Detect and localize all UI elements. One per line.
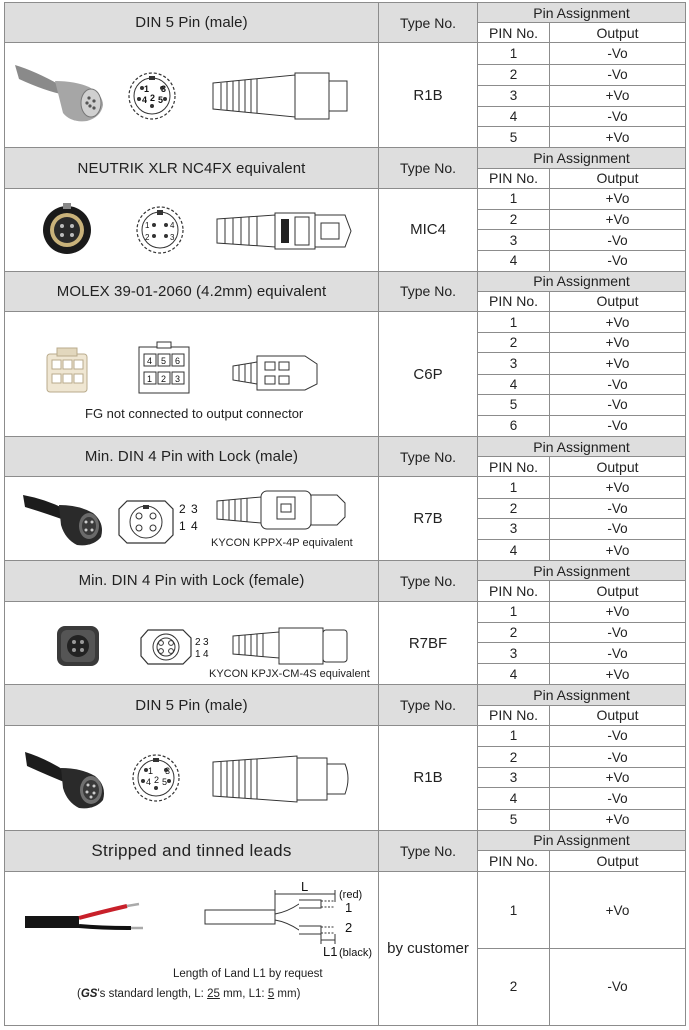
pin-output: -Vo: [550, 43, 686, 64]
note-text-b: mm, L1:: [219, 988, 268, 1001]
xlr-connector-photo: [43, 203, 91, 254]
molex-face-label-4: 4: [147, 355, 153, 366]
pin-output: -Vo: [550, 394, 686, 415]
pin-no-header: PIN No.: [478, 457, 550, 477]
pin-number: 1: [478, 872, 550, 949]
molex-face-label-2: 2: [161, 373, 167, 384]
pin-output: -Vo: [550, 498, 686, 518]
molex-face-label-6: 6: [175, 355, 181, 366]
pin-output: -Vo: [550, 643, 686, 664]
type-no-r7b: R7B: [379, 477, 478, 561]
pin-number: 3: [478, 353, 550, 374]
mini-din4-pin-face: [119, 501, 198, 543]
mini-din4-jack-drawing: [233, 628, 347, 664]
mini-din4-plug-drawing: [217, 491, 345, 529]
xlr-face-label-1: 1: [145, 220, 150, 230]
socket-face-label-4: 4: [203, 648, 209, 660]
two-wire-cable-photo: [25, 904, 143, 928]
din5-face-label-2: 2: [154, 774, 160, 785]
molex-face-label-3: 3: [175, 373, 181, 384]
xlr-face-label-4: 4: [170, 220, 175, 230]
connector-image-cell: [5, 188, 379, 271]
pin-output: -Vo: [550, 374, 686, 394]
type-no-r1b: R1B: [379, 725, 478, 830]
pin-number: 4: [478, 374, 550, 394]
pin-number: 5: [478, 127, 550, 148]
pin-assignment-header: Pin Assignment: [478, 685, 686, 705]
output-header: Output: [550, 291, 686, 311]
pin-number: 4: [478, 106, 550, 126]
pin-assignment-header: Pin Assignment: [478, 271, 686, 291]
pin-output: -Vo: [550, 230, 686, 251]
mini-din4-face-label-3: 3: [191, 502, 198, 517]
pin-number: 5: [478, 809, 550, 830]
pin-output: +Vo: [550, 540, 686, 561]
strip-length-label: L1: [323, 944, 338, 960]
molex-face-label-5: 5: [161, 355, 167, 366]
pin-assignment-header: Pin Assignment: [478, 437, 686, 457]
lead-2-label: 2: [345, 920, 353, 936]
pin-no-header: PIN No.: [478, 168, 550, 188]
din5-face-label-5: 5: [162, 776, 168, 787]
molex-fg-note: FG not connected to output connector: [85, 405, 304, 421]
din5-face-label-2: 2: [150, 93, 156, 104]
xlr-face-label-3: 3: [170, 232, 175, 242]
section-title-molex: MOLEX 39-01-2060 (4.2mm) equivalent: [5, 271, 379, 311]
din5-face-label-3: 3: [161, 84, 167, 95]
molex-face-label-1: 1: [147, 373, 153, 384]
standard-length-l1: 5: [267, 988, 275, 1001]
pin-output: -Vo: [550, 725, 686, 746]
output-header: Output: [550, 457, 686, 477]
pin-assignment-header: Pin Assignment: [478, 561, 686, 581]
connector-image-cell: [5, 311, 379, 436]
pin-number: 1: [478, 477, 550, 498]
red-wire-label: (red): [339, 889, 363, 902]
socket-face-label-3: 3: [203, 636, 209, 648]
pin-output: +Vo: [550, 333, 686, 353]
pin-output: +Vo: [550, 188, 686, 209]
pin-output: -Vo: [550, 106, 686, 126]
section-title-mini-din4-female: Min. DIN 4 Pin with Lock (female): [5, 561, 379, 601]
pin-number: 3: [478, 643, 550, 664]
connector-pin-assignment-table: [4, 2, 686, 1026]
connector-image-cell: [5, 725, 379, 830]
type-no-header: Type No.: [379, 830, 478, 871]
gs-logo-text: GS: [80, 988, 98, 1001]
section-title-xlr: NEUTRIK XLR NC4FX equivalent: [5, 148, 379, 188]
xlr-connector-drawing: [217, 213, 351, 249]
pin-assignment-header: Pin Assignment: [478, 830, 686, 850]
pin-output: +Vo: [550, 872, 686, 949]
connector-image-cell: [5, 601, 379, 685]
type-no-header: Type No.: [379, 148, 478, 188]
kycon-kppx-note: KYCON KPPX-4P equivalent: [211, 537, 353, 550]
standard-length-l: 25: [207, 988, 220, 1001]
pin-number: 2: [478, 747, 550, 768]
type-no-mic4: MIC4: [379, 188, 478, 271]
pin-number: 5: [478, 394, 550, 415]
gs-standard-length-note: [77, 988, 300, 1000]
pin-output: -Vo: [550, 948, 686, 1025]
lead-1-label: 1: [345, 900, 353, 916]
pin-number: 3: [478, 518, 550, 539]
pin-number: 4: [478, 664, 550, 685]
socket-face-label-2: 2: [195, 636, 201, 648]
output-header: Output: [550, 705, 686, 725]
din5-face-label-5: 5: [158, 95, 164, 106]
pin-output: -Vo: [550, 788, 686, 809]
type-no-header: Type No.: [379, 437, 478, 477]
pin-output: +Vo: [550, 127, 686, 148]
pin-output: +Vo: [550, 664, 686, 685]
pin-no-header: PIN No.: [478, 581, 550, 601]
pin-no-header: PIN No.: [478, 23, 550, 43]
mini-din4-face-label-4: 4: [191, 519, 198, 534]
din5-face-label-4: 4: [142, 95, 148, 106]
lead-length-note: Length of Land L1 by request: [173, 968, 323, 981]
mini-din4-jack-photo: [57, 626, 99, 666]
type-no-c6p: C6P: [379, 311, 478, 436]
mini-din4-socket-face: [141, 630, 209, 664]
pin-number: 1: [478, 725, 550, 746]
pin-number: 3: [478, 230, 550, 251]
pin-number: 3: [478, 85, 550, 106]
pin-output: +Vo: [550, 601, 686, 622]
connector-image-cell: [5, 477, 379, 561]
type-no-header: Type No.: [379, 271, 478, 311]
pin-output: -Vo: [550, 251, 686, 271]
pin-output: +Vo: [550, 311, 686, 332]
pin-number: 1: [478, 601, 550, 622]
pin-output: -Vo: [550, 747, 686, 768]
pin-output: -Vo: [550, 64, 686, 85]
note-text-a: 's standard length, L:: [97, 988, 208, 1001]
output-header: Output: [550, 581, 686, 601]
pin-number: 2: [478, 498, 550, 518]
pin-output: +Vo: [550, 85, 686, 106]
din5-pin-face: [129, 73, 175, 119]
pin-number: 3: [478, 768, 550, 788]
pin-assignment-header: Pin Assignment: [478, 3, 686, 23]
pin-no-header: PIN No.: [478, 705, 550, 725]
section-title-din5-male: DIN 5 Pin (male): [5, 685, 379, 725]
connector-image-cell: [5, 43, 379, 148]
xlr-face-label-2: 2: [145, 232, 150, 242]
pin-output: +Vo: [550, 209, 686, 229]
kycon-kpjx-note: KYCON KPJX-CM-4S equivalent: [209, 667, 370, 680]
molex-pin-layout: [139, 342, 189, 393]
pin-no-header: PIN No.: [478, 851, 550, 872]
mini-din4-face-label-1: 1: [179, 519, 186, 534]
section-title-mini-din4-male: Min. DIN 4 Pin with Lock (male): [5, 437, 379, 477]
din5-plug-drawing: [213, 73, 347, 119]
xlr-pin-face: [137, 207, 183, 253]
din5-face-label-3: 3: [165, 765, 171, 776]
pin-number: 1: [478, 188, 550, 209]
pin-output: +Vo: [550, 768, 686, 788]
din5-face-label-1: 1: [144, 84, 150, 95]
pin-output: +Vo: [550, 809, 686, 830]
type-no-header: Type No.: [379, 685, 478, 725]
din5-plug-drawing: [213, 756, 348, 802]
output-header: Output: [550, 851, 686, 872]
pin-number: 2: [478, 948, 550, 1025]
din5-plug-photo: [15, 65, 103, 121]
black-wire-label: (black): [339, 947, 373, 960]
pin-no-header: PIN No.: [478, 291, 550, 311]
molex-connector-drawing: [233, 356, 317, 390]
pin-number: 4: [478, 540, 550, 561]
pin-number: 2: [478, 64, 550, 85]
output-header: Output: [550, 168, 686, 188]
pin-number: 1: [478, 43, 550, 64]
molex-connector-photo: [47, 348, 87, 392]
type-no-header: Type No.: [379, 561, 478, 601]
pin-number: 1: [478, 311, 550, 332]
pin-number: 2: [478, 209, 550, 229]
section-title-stripped-leads: Stripped and tinned leads: [5, 830, 379, 871]
section-title-din5-male: DIN 5 Pin (male): [5, 3, 379, 43]
note-open-paren: (: [77, 988, 81, 1001]
mini-din4-plug-photo: [23, 495, 102, 545]
pin-output: -Vo: [550, 415, 686, 436]
din5-face-label-1: 1: [148, 765, 154, 776]
pin-number: 4: [478, 251, 550, 271]
din5-pin-face: [133, 755, 179, 801]
pin-output: -Vo: [550, 622, 686, 642]
lead-length-label: L: [301, 879, 309, 895]
mini-din4-face-label-2: 2: [179, 502, 186, 517]
din5-face-label-4: 4: [146, 776, 152, 787]
pin-number: 6: [478, 415, 550, 436]
pin-number: 4: [478, 788, 550, 809]
socket-face-label-1: 1: [195, 648, 201, 660]
pin-output: +Vo: [550, 353, 686, 374]
note-text-c: mm): [274, 988, 301, 1001]
type-no-r7bf: R7BF: [379, 601, 478, 685]
output-header: Output: [550, 23, 686, 43]
pin-output: -Vo: [550, 518, 686, 539]
pin-number: 2: [478, 622, 550, 642]
type-no-by-customer: by customer: [379, 872, 478, 1026]
connector-image-cell: [5, 872, 379, 1026]
stripped-leads-drawing: [205, 879, 372, 959]
pin-output: +Vo: [550, 477, 686, 498]
pin-assignment-header: Pin Assignment: [478, 148, 686, 168]
din5-plug-photo: [25, 752, 104, 808]
type-no-r1b: R1B: [379, 43, 478, 148]
type-no-header: Type No.: [379, 3, 478, 43]
pin-number: 2: [478, 333, 550, 353]
